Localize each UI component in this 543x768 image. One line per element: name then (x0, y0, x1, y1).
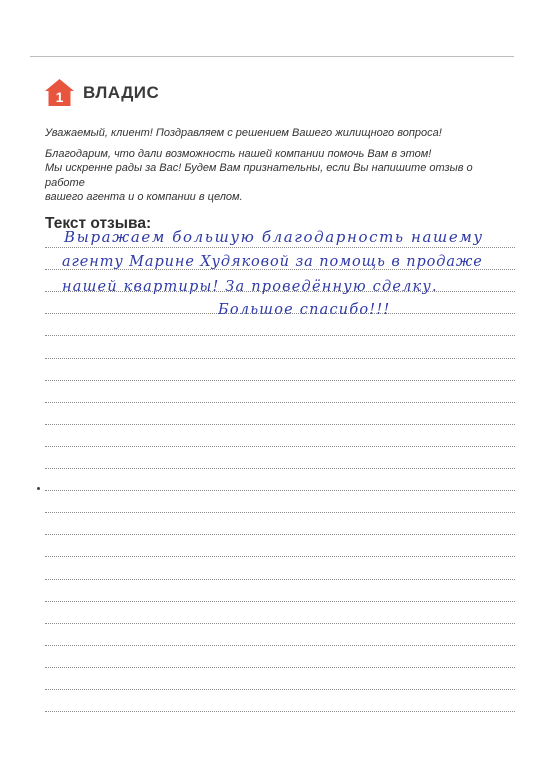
congrats-line: Уважаемый, клиент! Поздравляем с решением Вашего жилищного вопроса! (45, 127, 442, 139)
ruled-line (45, 556, 515, 557)
review-label: Текст отзыва: (45, 215, 152, 232)
ruled-line (45, 711, 515, 712)
ruled-line (45, 247, 515, 248)
ruled-line (45, 424, 515, 425)
ruled-line (45, 667, 515, 668)
ruled-line (45, 358, 515, 359)
ruled-line (45, 645, 515, 646)
handwritten-line: Большое спасибо!!! (218, 302, 391, 318)
handwritten-line: нашей квартиры! За проведённую сделку. (62, 279, 438, 295)
ruled-line (45, 402, 515, 403)
ruled-line (45, 534, 515, 535)
brand-number: 1 (55, 89, 64, 105)
brand-logo (44, 78, 159, 107)
ruled-line (45, 380, 515, 381)
ruled-line (45, 490, 515, 491)
handwritten-line: агенту Марине Худяковой за помощь в продаже (62, 254, 483, 270)
ruled-line (45, 601, 515, 602)
ruled-line (45, 335, 515, 336)
top-divider (30, 56, 514, 57)
ruled-line (45, 623, 515, 624)
ruled-line (45, 446, 515, 447)
request-line: Мы искренне рады за Вас! Будем Вам признательны, если Вы напишите отзыв о работе (45, 162, 473, 189)
thanks-line: Благодарим, что дали возможность нашей компании помочь Вам в этом! (45, 147, 432, 160)
ruled-line (45, 579, 515, 580)
ruled-line (45, 689, 515, 690)
ruled-line (45, 512, 515, 513)
house-logo-icon (44, 78, 75, 107)
scan-speck (37, 487, 40, 490)
ruled-line (45, 468, 515, 469)
handwritten-line: Выражаем большую благодарность нашему (64, 228, 484, 246)
brand-name: ВЛАДИС (83, 82, 160, 102)
request-line-cont: вашего агента и о компании в целом. (45, 191, 243, 203)
intro-text (45, 126, 515, 205)
